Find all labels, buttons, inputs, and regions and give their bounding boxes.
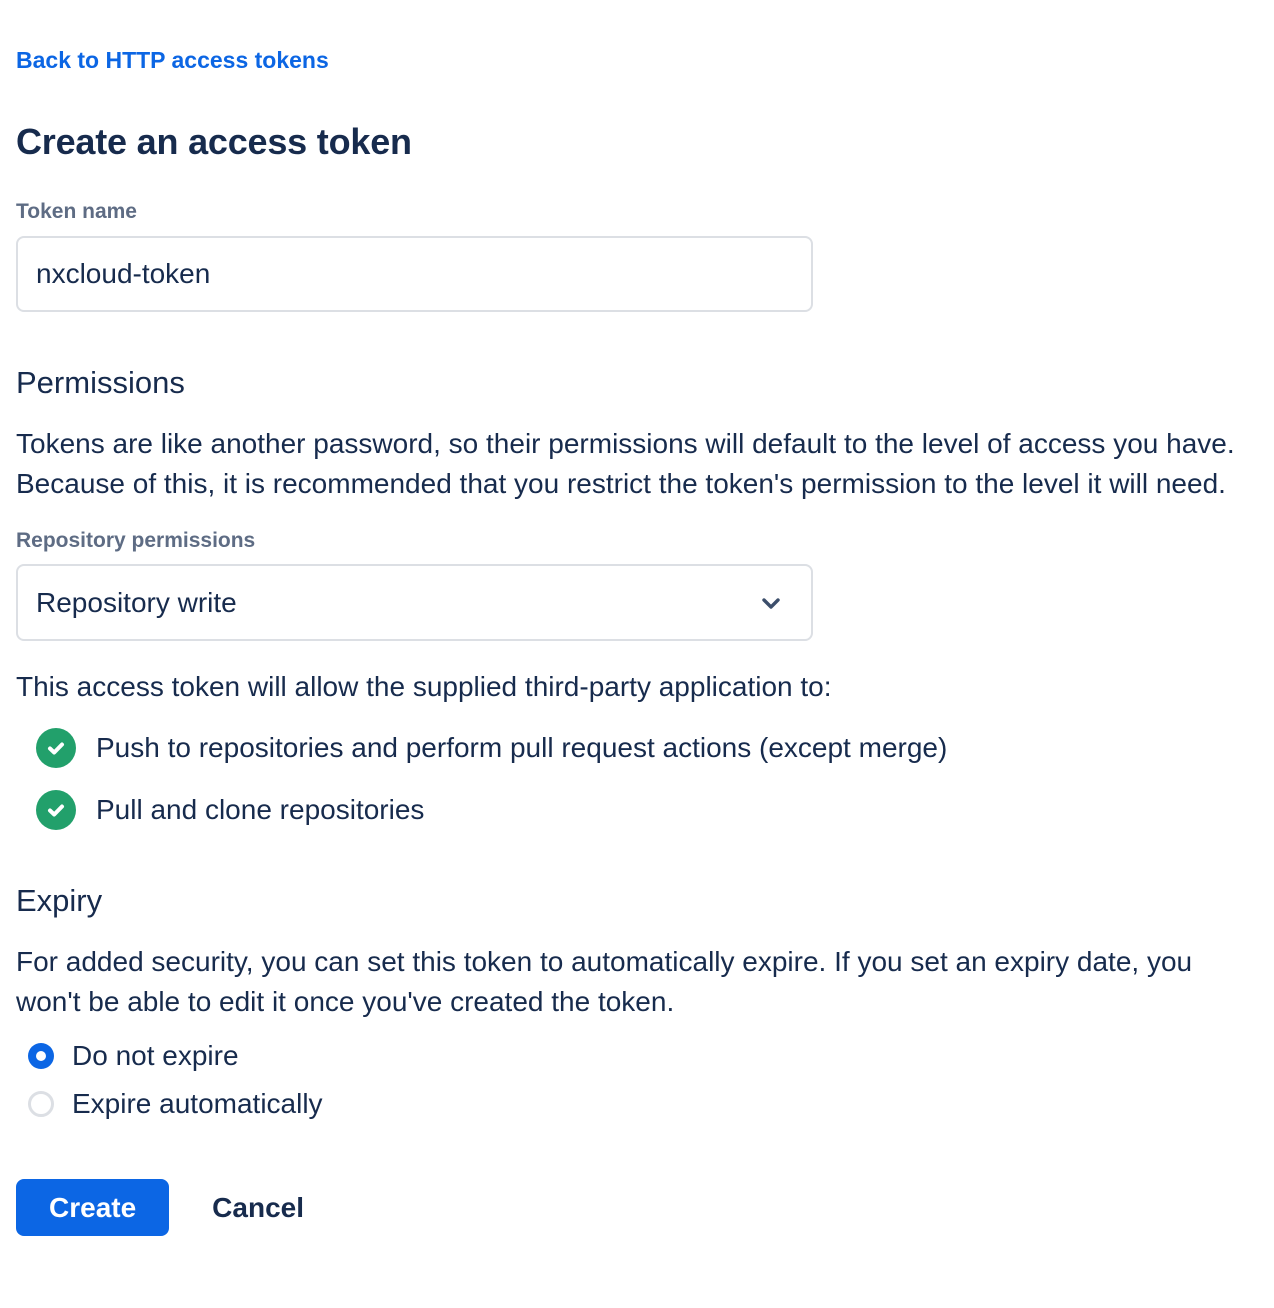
page-title: Create an access token bbox=[16, 121, 412, 162]
check-icon bbox=[36, 728, 76, 768]
chevron-down-icon bbox=[755, 587, 787, 619]
capability-item bbox=[16, 790, 1258, 830]
token-name-label: Token name bbox=[16, 200, 137, 223]
create-button[interactable]: Create bbox=[16, 1179, 169, 1236]
back-link[interactable]: Back to HTTP access tokens bbox=[16, 47, 329, 73]
capability-label: Push to repositories and perform pull request actions (except merge) bbox=[96, 732, 948, 763]
repository-permissions-label: Repository permissions bbox=[16, 529, 256, 552]
expiry-description: For added security, you can set this token to automatically expire. If you set an expiry date, you won't be able to edit it once you've created the token. bbox=[16, 946, 1193, 1017]
allow-intro-text: This access token will allow the supplied third-party application to: bbox=[16, 671, 832, 702]
repository-permissions-select[interactable] bbox=[16, 564, 813, 641]
token-name-input[interactable] bbox=[16, 236, 813, 312]
permissions-description: Tokens are like another password, so their permissions will default to the level of access you have. Because of this, it is recommended that you restrict the token's permission to the level it will need. bbox=[16, 428, 1235, 499]
capability-item bbox=[16, 728, 1258, 768]
radio-option-label: Expire automatically bbox=[72, 1088, 323, 1119]
radio-dot bbox=[36, 1051, 46, 1061]
radio-selected-icon[interactable] bbox=[28, 1043, 54, 1069]
radio-option-do-not-expire[interactable] bbox=[16, 1036, 1258, 1076]
capability-list bbox=[16, 728, 1258, 830]
radio-option-expire-automatically[interactable] bbox=[16, 1084, 1258, 1124]
selected-permission-value: Repository write bbox=[36, 586, 237, 618]
form-actions bbox=[16, 1179, 1258, 1236]
capability-label: Pull and clone repositories bbox=[96, 794, 425, 825]
check-icon bbox=[36, 790, 76, 830]
radio-unselected-icon[interactable] bbox=[28, 1091, 54, 1117]
cancel-button[interactable]: Cancel bbox=[212, 1179, 304, 1236]
expiry-radio-group bbox=[16, 1036, 1258, 1124]
expiry-heading: Expiry bbox=[16, 883, 103, 918]
permissions-heading: Permissions bbox=[16, 365, 185, 400]
radio-option-label: Do not expire bbox=[72, 1040, 239, 1071]
